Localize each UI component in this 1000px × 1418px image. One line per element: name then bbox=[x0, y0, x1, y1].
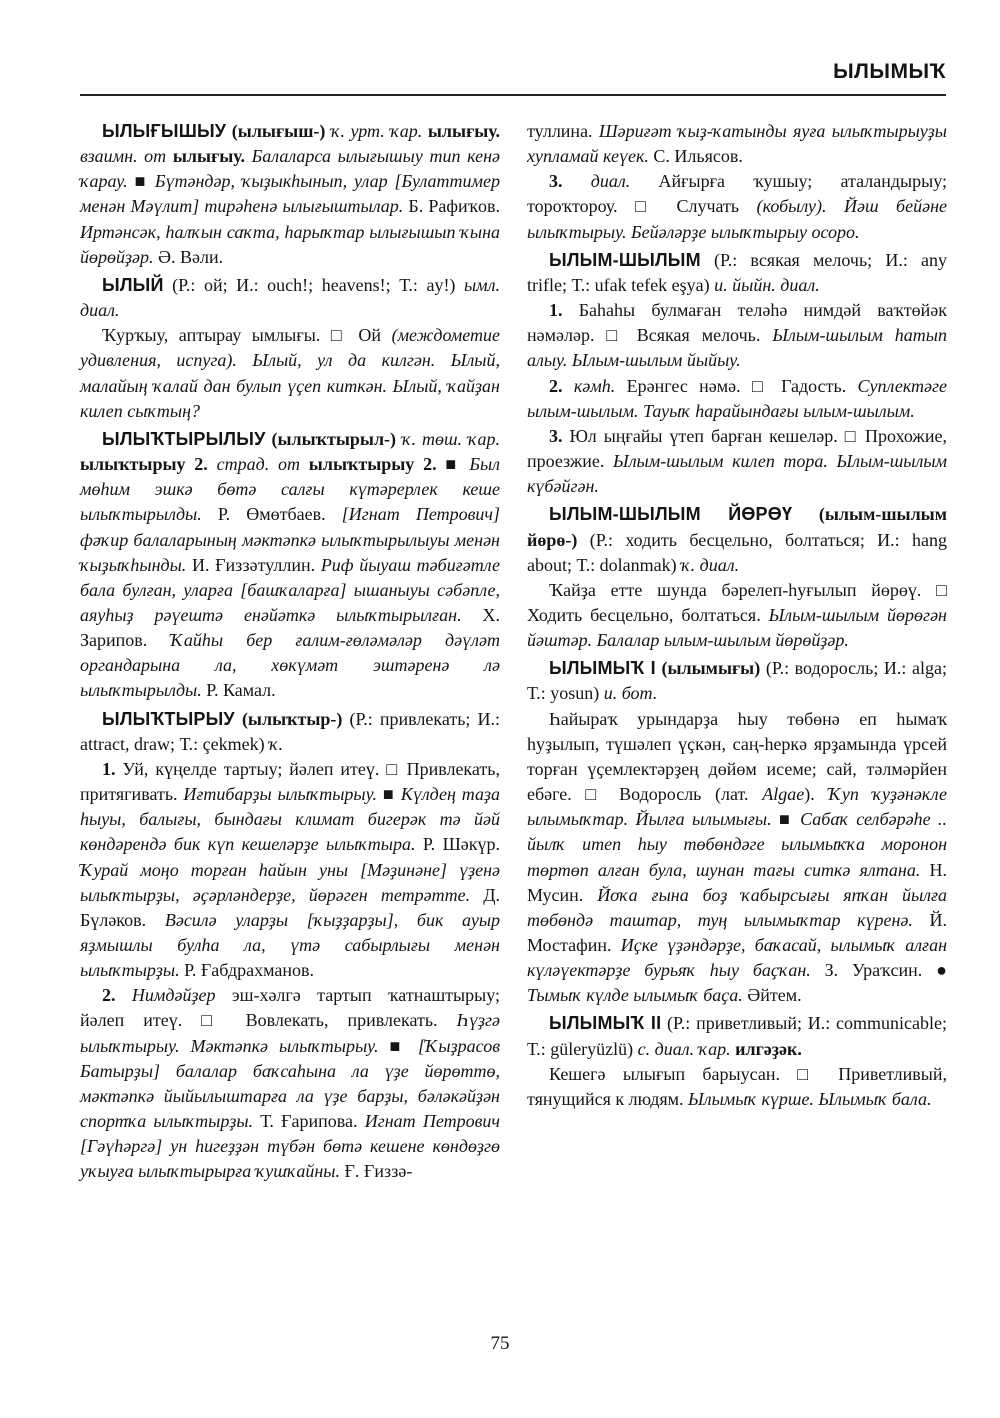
example: Риф йыуаш тәбиғәтле бала булған, уларға [башҡаларға] ышаныуы сәбәпле, аяуһыҙ рәүештә енәйәткә ылыҡтырылған. bbox=[80, 554, 500, 625]
cross-reference: ылығыу. bbox=[172, 146, 245, 167]
citation: Й. Мостафин. bbox=[527, 909, 947, 955]
grammar-note: страд. от bbox=[216, 454, 300, 475]
sense-number: 3. bbox=[549, 425, 563, 446]
entry-ylyy bbox=[80, 273, 500, 323]
example: Шәриғәт ҡыҙ-ҡатынды яуға ылыҡтырыуҙы хупламай кеүек. bbox=[527, 121, 947, 167]
verb-stem: (ылыҡтыр-) bbox=[241, 708, 343, 729]
example: Вәсилә уларҙы [ҡыҙҙарҙы], бик ауыр яҙмышлы булһа ла, үтә сабырлығы менән ылыҡтырҙы. bbox=[80, 909, 501, 981]
cross-reference: ылыҡтырыу 2. bbox=[80, 454, 208, 475]
sense-3: 3. диал. Айғырға ҡушыу; аталандырыу; тороҡтороу. □ Случать (кобылу). Йәш бейәне ылыҡтырыу. Бейәләрҙе ылыҡтырыу осоро. bbox=[527, 171, 947, 242]
citation: Р. Камал. bbox=[201, 680, 276, 701]
page-number: 75 bbox=[490, 1333, 510, 1354]
sense-1: 1. Баһаһы булмаған теләһә нимдәй ваҡтөйәк нәмәләр. □ Всякая мелочь. Ылым-шылым һатып алыу. Ылым-шылым йыйыу. bbox=[527, 300, 947, 371]
grammar-note: кәмһ. bbox=[573, 375, 616, 396]
citation: Р. Ғабдрахманов. bbox=[179, 960, 315, 981]
example: Ҡайһы бер ғалим-ғөләмәләр дәүләт органдарына ла, хөкүмәт эштәренә лә ылыҡтырылды. bbox=[80, 630, 500, 701]
sense-2: 2. кәмһ. Ерәнгес нәмә. □ Гадость. Суплектәге ылым-шылым. Тауыҡ һарайындағы ылым-шылым. bbox=[527, 375, 948, 421]
left-column bbox=[80, 119, 500, 1185]
example: Ылымыҡ күрше. Ылымыҡ бала. bbox=[688, 1088, 932, 1109]
definition: Ҡайҙа етте шунда бәрелеп-һуғылып йөрөү. □ Ходить бесцельно, болтаться. Ылым-шылым йөрөгән йәштәр. Балалар ылым-шылым йөрөйҙәр. bbox=[527, 579, 947, 651]
grammar-note: с. диал. ҡар. bbox=[637, 1038, 731, 1059]
example: Иҫке үҙәндәрҙе, баҡасай, ылымыҡ алған күләүектәрҙе бурьяҡ һыу баҫҡан. bbox=[527, 935, 948, 981]
citation: И. Ғиззәтуллин. bbox=[186, 554, 321, 575]
headword: ЫЛЫҠТЫРЫЛЫУ bbox=[102, 428, 266, 449]
example: Ҡурай моңо торған һайын уны [Мәҙинәне] үҙенә ылыҡтырҙы, әҫәрләндерҙе, йөрәген тетрәтте. bbox=[80, 859, 500, 905]
entry-ylym-shylym-yoroy bbox=[527, 502, 947, 577]
citation: Ә. Вәли. bbox=[153, 246, 224, 267]
example: Иртәнсәк, һалҡын саҡта, һарыҡтар ылығышып ҡына йөрөйҙәр. bbox=[80, 221, 500, 267]
example: Сабаҡ селбәрәһе .. йылҡ итеп һыу төбөндәге ылымыҡҡа моронон төртөп алған була, шунан тағы ситкә ялтана. bbox=[527, 809, 947, 880]
example: Игнат Петрович [Гәүһәргә] ун һигеҙҙән түбән бөтә кешене көндөҙгө уҡыуға ылыҡтырырға ҡушҡайны. bbox=[80, 1111, 501, 1182]
translations: (Р.: приветливый; И.: communicable; Т.: güleryüzlü) bbox=[527, 1013, 947, 1059]
example: Ҡуп ҡуҙәнәкле ылымыҡтар. Йылға ылымығы. bbox=[527, 784, 947, 830]
citation: Ғ. Ғиззә- bbox=[340, 1161, 413, 1182]
sense-2: 2. Нимдәйҙер эш-хәлгә тартып ҡатнаштырыу; йәлеп итеү. □ Вовлекать, привлекать. Һүҙгә ылыҡтырыу. Мәктәпкә ылыҡтырыу. ■ [Ҡыҙрасов Батырҙы] балалар баҡсаһына ла үҙе йөрөттө, мәктәпкә йыйылыштарға ла үҙе барҙы, бәләкәйҙән спортҡа ылыҡтырҙы. Т. Ғарипова. Игнат Петрович [Гәүһәргә] ун һигеҙҙән түбән бөтә кешене көндөҙгө уҡыуға ылыҡтырырға ҡушҡайны. Ғ. Ғиззә- bbox=[80, 985, 501, 1182]
grammar-note: ҡ. диал. bbox=[681, 554, 740, 575]
verb-stem: (ылығыш-) bbox=[231, 121, 326, 141]
right-column bbox=[527, 119, 947, 1112]
citation: Д. Бүләков. bbox=[80, 884, 500, 930]
example: Һүҙгә ылыҡтырыу. Мәктәпкә ылыҡтырыу. bbox=[80, 1010, 500, 1056]
verb-stem: (ылыҡтырыл-) bbox=[271, 428, 397, 449]
definition: Һайыраҡ урындарҙа һыу төбөнә еп һымаҡ һуҙылып, түшәлеп үҫкән, саң-һеркә ярҙамында үрсей торған үҫемлектәрҙең дөйөм исеме; сай, тәлмәрйен ебәге. □ Водоросль (лат. Algae). Ҡуп ҡуҙәнәкле ылымыҡтар. Йылға ылымығы. ■ Сабаҡ селбәрәһе .. йылҡ итеп һыу төбөндәге ылымыҡҡа моронон төртөп алған була, шунан тағы ситкә ялтана. Н. Мусин. Йоҡа ғына боҙ ҡабырсығы япҡан йылға төбөндә таштар, туң ылымыҡтар күренә. Й. Мостафин. Иҫке үҙәндәрҙе, баҡасай, ылымыҡ алған күләүектәрҙе бурьяҡ һыу баҫҡан. З. Ураҡсин. ● Тымыҡ күлде ылымыҡ баҫа. Әйтем. bbox=[527, 708, 948, 1006]
example: Балаларса ылығышыу тип кенә ҡарау. bbox=[80, 146, 501, 192]
headword: ЫЛЫМ-ШЫЛЫМ bbox=[549, 249, 701, 270]
translations: (Р.: ходить бесцельно, болтаться; И.: hang about; Т.: dolanmak) bbox=[527, 529, 947, 575]
grammar-note: ҡ. bbox=[269, 733, 284, 754]
example: Ылым-шылым йөрөгән йәштәр. Балалар ылым-шылым йөрөйҙәр. bbox=[527, 604, 947, 651]
example: [Ҡыҙрасов Батырҙы] балалар баҡсаһына ла үҙе йөрөттө, мәктәпкә йыйылыштарға ла үҙе барҙы, бәләкәйҙән спортҡа ылыҡтырҙы. bbox=[80, 1035, 501, 1132]
headword: ЫЛЫМ-ШЫЛЫМ ЙӨРӨҮ bbox=[549, 504, 793, 525]
example: (междометие удивления, испуга). Ылый, ул да килгән. Ылый, малайың ҡалай дан булып үҫеп киткән. Ылый, ҡайҙан килеп сыҡтың? bbox=[80, 325, 500, 421]
translations: (Р.: ой; И.: ouch!; heavens!; Т.: ay!) bbox=[163, 274, 464, 295]
example: Ылым-шылым һатып алыу. Ылым-шылым йыйыу. bbox=[527, 325, 947, 371]
entry-ylyktyryu bbox=[80, 707, 500, 757]
example: Суплектәге ылым-шылым. Тауыҡ һарайындағы ылым-шылым. bbox=[527, 375, 948, 421]
sense-number: 1. bbox=[549, 300, 563, 321]
example: Бүтәндәр, ҡыҙыкһынып, улар [Булаттимер менән Мәүлит] тирәһенә ылығыштылар. bbox=[80, 171, 500, 217]
citation: Б. Рафиҡов. bbox=[403, 196, 500, 217]
example: Тымыҡ күлде ылымыҡ баҫа. bbox=[527, 985, 743, 1006]
entry-ylym-shylym bbox=[527, 248, 947, 298]
cross-reference: ылыҡтырыу 2. bbox=[308, 454, 437, 475]
example: Ылым-шылым килеп тора. Ылым-шылым күбәйгән. bbox=[527, 451, 948, 497]
translations: (Р.: водоросль; И.: alga; Т.: yosun) bbox=[527, 658, 947, 704]
headword: ЫЛЫМЫҠ II bbox=[549, 1013, 662, 1034]
citation: Т. Ғарипова. bbox=[253, 1111, 365, 1132]
entry-ylygyshyu: ЫЛЫҒЫШЫУ (ылығыш-) ҡ. урт. ҡар. ылығыу. взаимн. от ылығыу. Балаларса ылығышыу тип кенә ҡарау. ■ Бүтәндәр, ҡыҙыкһынып, улар [Булаттимер менән Мәүлит] тирәһенә ылығыштылар. Б. Рафиҡов. Иртәнсәк, һалҡын саҡта, һарыҡтар ылығышып ҡына йөрөйҙәр. Ә. Вәли. bbox=[80, 121, 501, 267]
example: (кобылу). Йәш бейәне ылыҡтырыу. Бейәләрҙе ылыҡтырыу осоро. bbox=[527, 196, 947, 242]
cross-reference: ылығыу. bbox=[427, 121, 501, 141]
sense-number: 2. bbox=[549, 375, 563, 396]
headword: ЫЛЫҠТЫРЫУ bbox=[102, 708, 235, 729]
grammar-note: взаимн. от bbox=[80, 146, 167, 167]
citation: Р. Өмөтбаев. bbox=[201, 504, 342, 525]
cross-reference: илгәҙәк. bbox=[735, 1038, 802, 1059]
example: Йоҡа ғына боҙ ҡабырсығы япҡан йылға төбөндә таштар, туң ылымыҡтар күренә. bbox=[527, 884, 947, 930]
example: Иғтибарҙы ылыҡтырыу. bbox=[183, 784, 377, 805]
example: Был мөһим эшкә бөтә салғы күтәрерлек кеше ылыҡтырылды. bbox=[80, 454, 501, 525]
translations: (Р.: всякая мелочь; И.: any trifle; Т.: ufak tefek eşya) bbox=[527, 249, 947, 295]
grammar-note: ҡ. урт. ҡар. bbox=[330, 121, 423, 141]
definition: Ҡурҡыу, аптырау ымлығы. □ Ой (междометие удивления, испуга). Ылый, ул да килгән. Ылый, малайың ҡалай дан булып үҫеп киткән. Ылый, ҡайҙан килеп сыҡтың? bbox=[80, 325, 500, 421]
citation: З. Ураҡсин. ● bbox=[810, 960, 947, 981]
grammar-note: ымл. диал. bbox=[80, 274, 500, 321]
citation: Әйтем. bbox=[742, 985, 802, 1006]
grammar-note: диал. bbox=[590, 171, 631, 192]
translations: (Р.: привлекать; И.: attract, draw; Т.: çekmek) bbox=[80, 708, 501, 754]
sense-number: 2. bbox=[102, 985, 116, 1006]
page-header bbox=[80, 60, 946, 96]
headword: ЫЛЫҒЫШЫУ bbox=[102, 121, 227, 141]
entry-ylymyk-2 bbox=[527, 1011, 947, 1061]
sense-1: 1. Уй, күңелде тартыу; йәлеп итеү. □ Привлекать, притягивать. Иғтибарҙы ылыҡтырыу. ■ Күлдең таҙа һыуы, балығы, бындағы климат бигерәк тә йәй көндәрендә бик күп кешеләрҙе ылыҡтыра. Р. Шәкүр. Ҡурай моңо торған һайын уны [Мәҙинәне] үҙенә ылыҡтырҙы, әҫәрләндерҙе, йөрәген тетрәтте. Д. Бүләков. Вәсилә уларҙы [ҡыҙҙарҙы], бик ауыр яҙмышлы булһа ла, үтә сабырлығы менән ылыҡтырҙы. Р. Ғабдрахманов. bbox=[80, 758, 501, 981]
entry-ylymyk-1 bbox=[527, 656, 947, 706]
citation: Н. Мусин. bbox=[527, 859, 947, 905]
continuation: туллина. Шәриғәт ҡыҙ-ҡатынды яуға ылыҡтырыуҙы хупламай кеүек. С. Ильясов. bbox=[527, 121, 947, 167]
headword: ЫЛЫЙ bbox=[102, 274, 164, 295]
citation: Х. Зарипов. bbox=[80, 604, 500, 651]
sense-number: 3. bbox=[549, 171, 563, 192]
verb-stem: (ылым-шылым йөрө-) bbox=[527, 504, 947, 550]
grammar-note: и. йыйн. диал. bbox=[714, 274, 820, 295]
headword: ЫЛЫМЫҠ I bbox=[549, 658, 656, 679]
example: [Игнат Петрович] фәҡир балаларының мәктәпкә ылыҡтырылыуы менән ҡыҙыҡһынды. bbox=[80, 504, 500, 575]
citation: С. Ильясов. bbox=[648, 146, 743, 167]
grammar-note: и. бот. bbox=[603, 683, 658, 704]
example: Күлдең таҙа һыуы, балығы, бындағы климат бигерәк тә йәй көндәрендә бик күп кешеләрҙе ылыҡтыра. bbox=[80, 784, 500, 855]
grammar-note: ҡ. төш. ҡар. bbox=[402, 428, 501, 449]
running-head: ЫЛЫМЫҠ bbox=[833, 60, 946, 83]
sense-3: 3. Юл ыңғайы үтеп барған кешеләр. □ Прохожие, проезжие. Ылым-шылым килеп тора. Ылым-шылым күбәйгән. bbox=[527, 425, 948, 497]
citation: Р. Шәкүр. bbox=[415, 834, 501, 855]
definition: Кешегә ылығып барыусан. □ Приветливый, тянущийся к людям. Ылымыҡ күрше. Ылымыҡ бала. bbox=[527, 1063, 947, 1109]
sense-number: 1. bbox=[102, 758, 116, 779]
verb-stem: (ылымығы) bbox=[661, 658, 761, 679]
entry-ylyktyrylyu: ЫЛЫҠТЫРЫЛЫУ (ылыҡтырыл-) ҡ. төш. ҡар. ылыҡтырыу 2. страд. от ылыҡтырыу 2. ■ Был мөһим эшкә бөтә салғы күтәрерлек кеше ылыҡтырылды. Р. Өмөтбаев. [Игнат Петрович] фәҡир балаларының мәктәпкә ылыҡтырылыуы менән ҡыҙыҡһынды. И. Ғиззәтуллин. Риф йыуаш тәбиғәтле бала булған, уларға [башҡаларға] ышаныуы сәбәпле, аяуһыҙ рәүештә енәйәткә ылыҡтырылған. Х. Зарипов. Ҡайһы бер ғалим-ғөләмәләр дәүләт органдарына ла, хөкүмәт эштәренә лә ылыҡтырылды. Р. Камал. bbox=[80, 428, 501, 701]
